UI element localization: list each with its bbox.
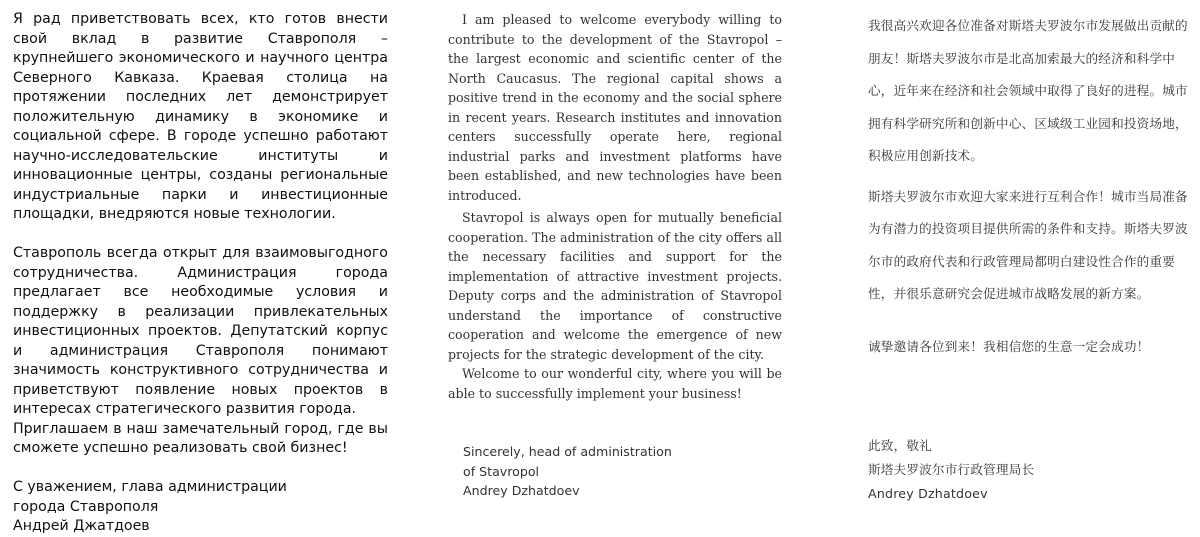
english-paragraph-1: I am pleased to welcome everybody willing to contribute to the development of the Stavropol – the largest economic and scientific center of the North Caucasus. The regional capital shows a positive trend in the economy and the social sphere in recent years. Research institutes and innovation centers successfully operate here, regional industrial parks and investment platforms have been established, and new technologies have been introduced. [448, 12, 782, 203]
chinese-signature-line-2: 斯塔夫罗波尔市行政管理局长 [868, 462, 1035, 477]
english-column [448, 10, 782, 498]
chinese-paragraph-2: 斯塔夫罗波尔市欢迎大家来进行互利合作！城市当局准备为有潜力的投资项目提供所需的条件和支持。斯塔夫罗波尔市的政府代表和行政管理局都明白建设性合作的重要性，并很乐意研究会促进城市战略发展的新方案。 [868, 188, 1188, 301]
chinese-signature [868, 434, 1188, 506]
paragraph-spacer [13, 225, 388, 245]
chinese-signature-line-1: 此致，敬礼 [868, 438, 932, 453]
russian-column [13, 10, 388, 537]
paragraph-spacer [13, 459, 388, 479]
russian-paragraph-1: Я рад приветствовать всех, кто готов внести свой вклад в развитие Ставрополя – крупнейшего экономического и научного центра Северного Кавказа. Краевая столица на протяжении последних лет демонстрирует положительную динамику в экономике и социальной сфере. В городе успешно работают научно-исследовательские институты и инновационные центры, созданы региональные индустриальные парки и инвестиционные площадки, внедряются новые технологии. [13, 11, 388, 222]
english-signature [463, 442, 783, 501]
russian-signature-line-1: С уважением, глава администрации [13, 479, 287, 495]
chinese-signature-line-3: Andrey Dzhatdoev [868, 486, 988, 501]
english-signature-line-3: Andrey Dzhatdoev [463, 483, 580, 498]
chinese-paragraph-3: 诚挚邀请各位到来！我相信您的生意一定会成功！ [868, 338, 1150, 354]
english-signature-line-2: of Stavropol [463, 463, 540, 479]
russian-signature-line-2: города Ставрополя [13, 498, 159, 515]
chinese-column [868, 10, 1192, 501]
russian-paragraph-3: Приглашаем в наш замечательный город, где вы сможете успешно реализовать свой бизнес! [13, 420, 388, 456]
chinese-paragraph-1: 我很高兴欢迎各位准备对斯塔夫罗波尔市发展做出贡献的朋友！斯塔夫罗波尔市是北高加索最大的经济和科学中心，近年来在经济和社会领域中取得了良好的进程。城市拥有科学研究所和创新中心、区域级工业园和投资场地，积极应用创新技术。 [868, 18, 1188, 163]
russian-signature-line-3: Андрей Джатдоев [13, 518, 150, 534]
english-paragraph-2: Stavropol is always open for mutually beneficial cooperation. The administration of the city offers all the necessary facilities and support for the implementation of attractive investment projects. Deputy corps and the administration of Stavropol understand the importance of constructive cooperation and welcome the emergence of new projects for the strategic development of the city. [448, 210, 782, 362]
english-paragraph-3: Welcome to our wonderful city, where you will be able to successfully implement your business! [448, 366, 782, 401]
russian-paragraph-2: Ставрополь всегда открыт для взаимовыгодного сотрудничества. Администрация города предлагает все необходимые условия и поддержку в реализации привлекательных инвестиционных проектов. Депутатский корпус и администрация Ставрополя понимают значимость конструктивного сотрудничества и приветствуют появление новых проектов в интересах стратегического развития города. [13, 245, 388, 417]
english-signature-line-1: Sincerely, head of administration [463, 444, 672, 459]
russian-signature [13, 478, 388, 537]
